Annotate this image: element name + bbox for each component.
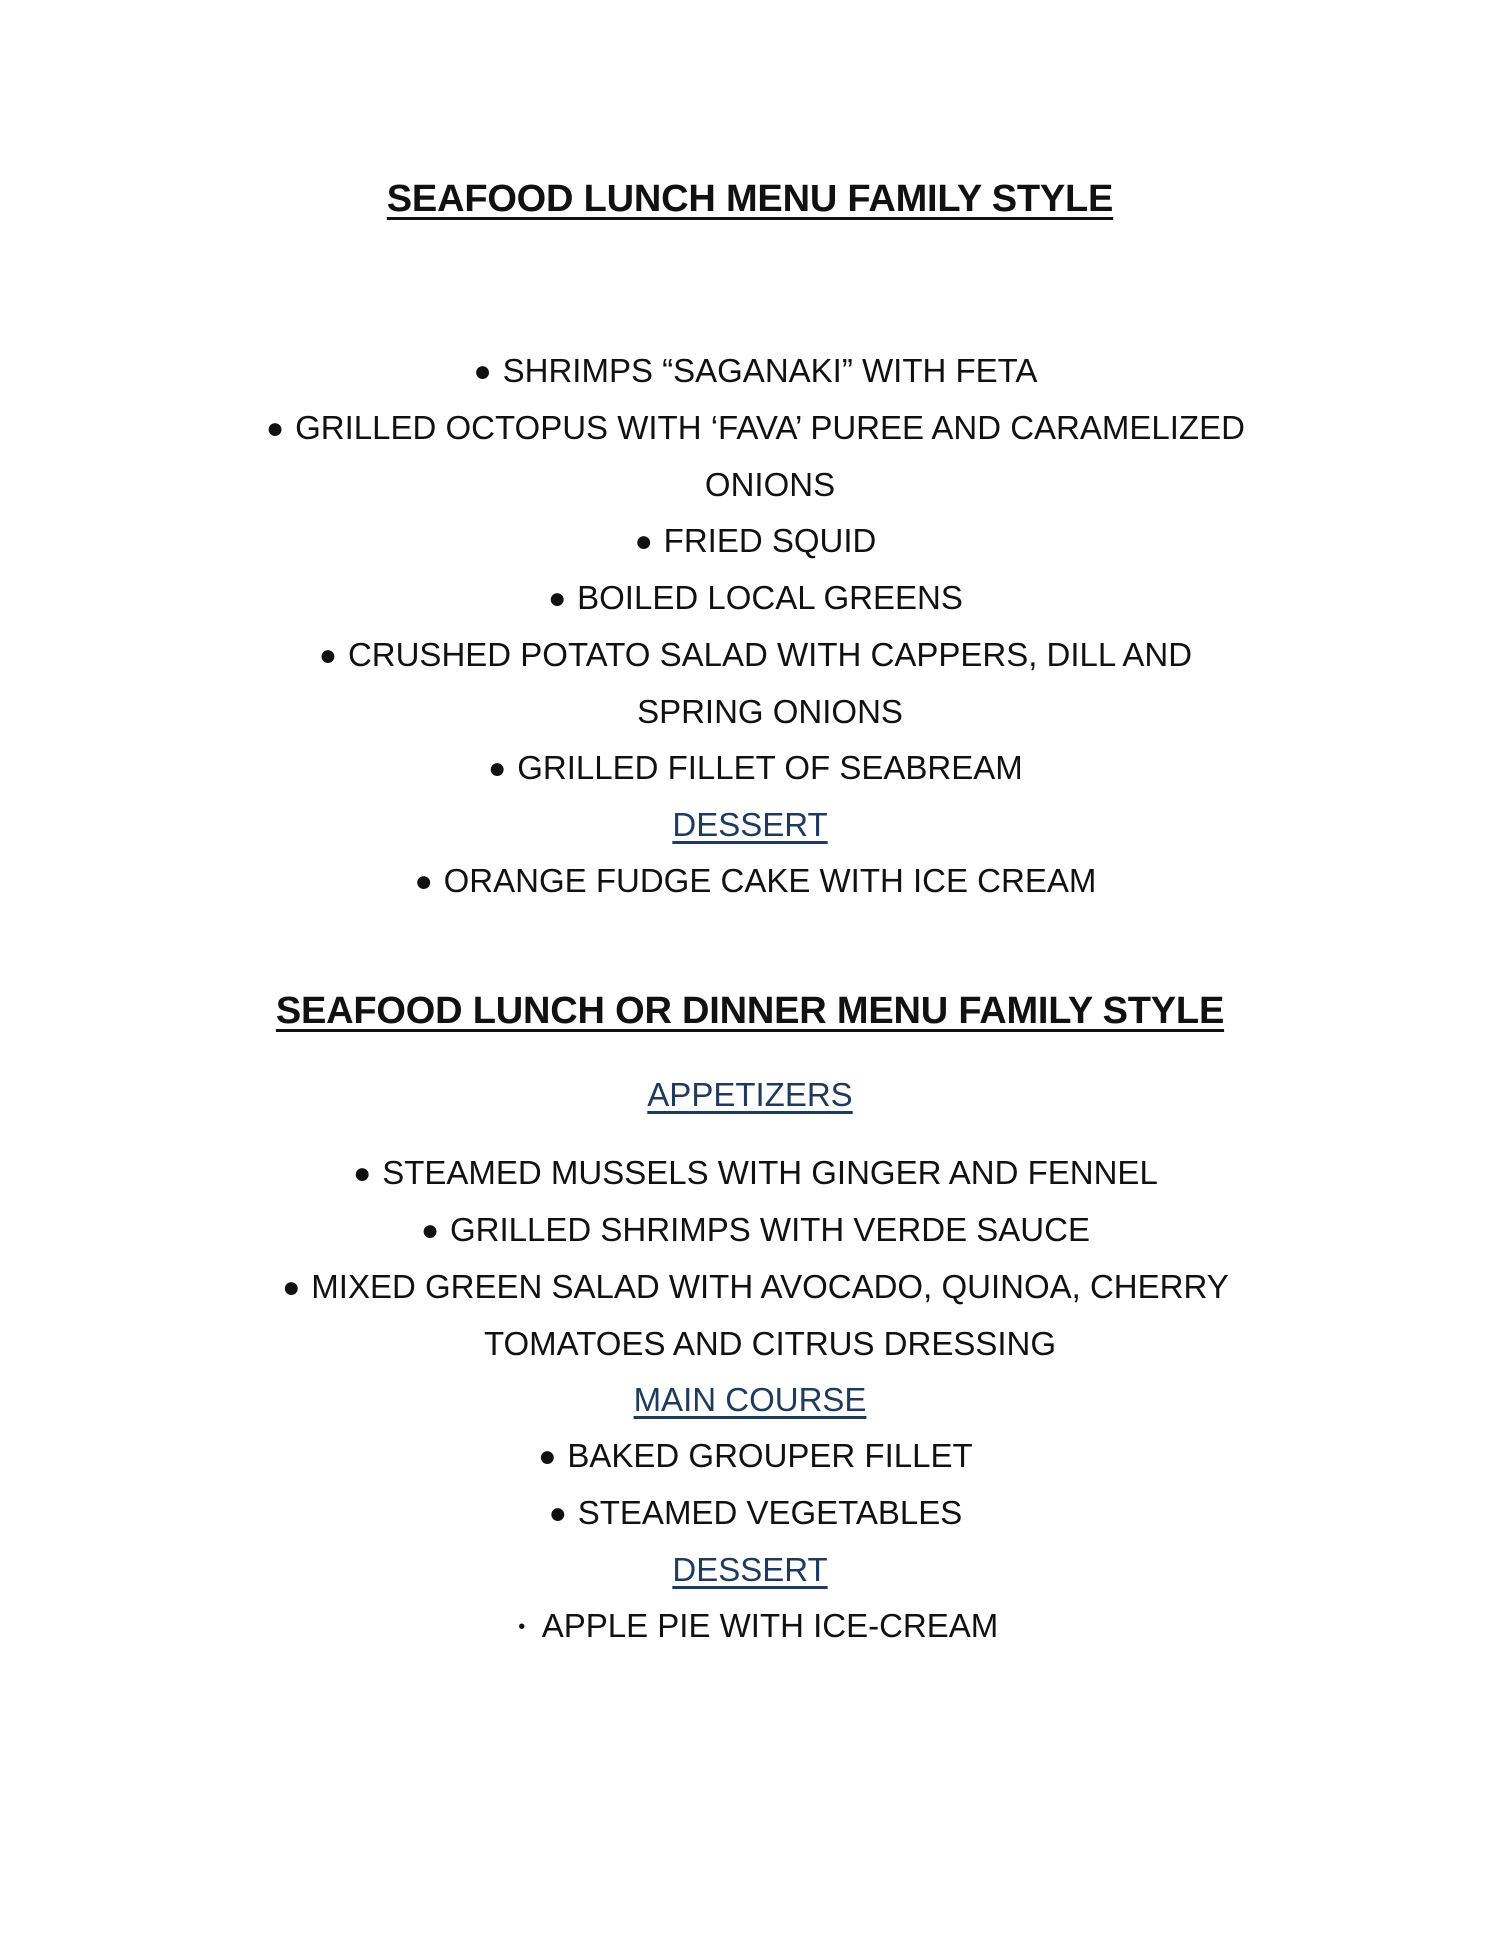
- dish-label: APPLE PIE WITH ICE-CREAM: [541, 1607, 999, 1644]
- bullet-icon: ●: [353, 1157, 372, 1190]
- dish-label: STEAMED VEGETABLES: [577, 1494, 963, 1531]
- dish-item: [250, 400, 1250, 513]
- bullet-icon: ●: [473, 355, 492, 388]
- dish-item: [250, 853, 1250, 910]
- bullet-icon: •: [518, 1616, 526, 1638]
- bullet-icon: ●: [266, 412, 285, 445]
- bullet-icon: ●: [548, 582, 567, 615]
- dish-item: [250, 343, 1250, 400]
- dish-item: [250, 1485, 1250, 1542]
- appetizers-heading: APPETIZERS: [647, 1076, 853, 1113]
- dish-label: STEAMED MUSSELS WITH GINGER AND FENNEL: [382, 1154, 1158, 1191]
- dish-item: [250, 1598, 1250, 1655]
- bullet-icon: ●: [414, 865, 433, 898]
- dish-list: [0, 343, 1500, 797]
- menu-title: SEAFOOD LUNCH MENU FAMILY STYLE: [386, 178, 1114, 220]
- lunch-menu-section: [0, 178, 1500, 910]
- lunch-or-dinner-menu-section: [0, 990, 1500, 1655]
- main-course-list: [0, 1428, 1500, 1542]
- bullet-icon: ●: [420, 1214, 440, 1247]
- dish-label: SHRIMPS “SAGANAKI” WITH FETA: [502, 352, 1038, 389]
- dish-item: [250, 1202, 1250, 1259]
- dish-label: MIXED GREEN SALAD WITH AVOCADO, QUINOA, CHERRY TOMATOES AND CITRUS DRESSING: [311, 1268, 1229, 1362]
- dish-label: BOILED LOCAL GREENS: [577, 579, 963, 616]
- dish-item: [250, 513, 1250, 570]
- dish-item: [250, 627, 1250, 740]
- main-course-heading: MAIN COURSE: [633, 1381, 867, 1418]
- dish-label: ORANGE FUDGE CAKE WITH ICE CREAM: [443, 862, 1097, 899]
- dish-item: [250, 570, 1250, 627]
- dish-item: [250, 1428, 1250, 1485]
- dish-label: GRILLED OCTOPUS WITH ‘FAVA’ PUREE AND CARAMELIZED ONIONS: [295, 409, 1245, 503]
- dessert-list: [0, 853, 1500, 910]
- dessert-heading: DESSERT: [672, 1551, 828, 1588]
- bullet-icon: ●: [282, 1271, 301, 1304]
- dish-label: FRIED SQUID: [663, 522, 877, 559]
- appetizers-list: [0, 1145, 1500, 1372]
- dish-label: CRUSHED POTATO SALAD WITH CAPPERS, DILL AND SPRING ONIONS: [347, 636, 1193, 730]
- bullet-icon: ●: [538, 1440, 557, 1473]
- bullet-icon: ●: [318, 639, 337, 672]
- dish-item: [250, 1259, 1250, 1372]
- dish-item: [250, 740, 1250, 797]
- dish-label: GRILLED FILLET OF SEABREAM: [517, 749, 1023, 786]
- dessert-heading: DESSERT: [672, 806, 828, 843]
- bullet-icon: ●: [488, 752, 507, 785]
- bullet-icon: ●: [548, 1497, 567, 1530]
- bullet-icon: ●: [634, 525, 653, 558]
- dish-label: BAKED GROUPER FILLET: [567, 1437, 973, 1474]
- dish-label: GRILLED SHRIMPS WITH VERDE SAUCE: [450, 1211, 1090, 1248]
- dish-item: [250, 1145, 1250, 1202]
- menu-title: SEAFOOD LUNCH OR DINNER MENU FAMILY STYLE: [275, 990, 1225, 1032]
- dessert-list: [0, 1598, 1500, 1655]
